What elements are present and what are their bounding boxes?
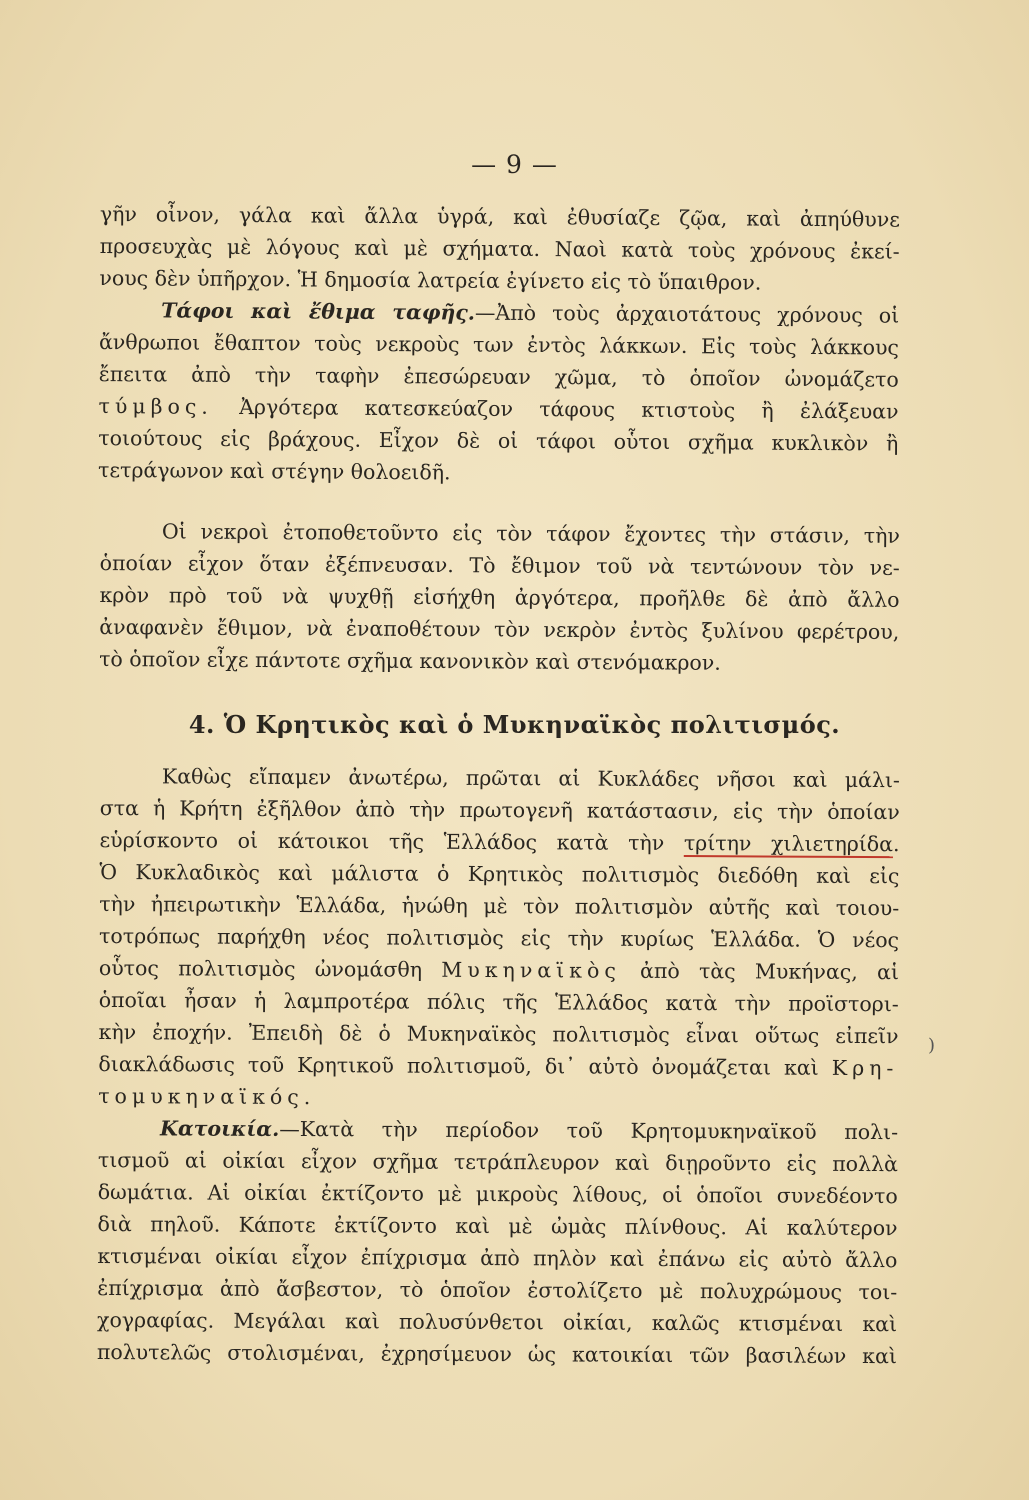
- para5-line: πολυτελῶς στολισμέναι, ἐχρησίμευον ὡς κατοικίαι τῶν βασιλέων καὶ: [96, 1339, 897, 1369]
- graves-subheading: Τάφοι καὶ ἔθιμα ταφῆς.: [161, 298, 476, 325]
- para4-line: Ὁ Κυκλαδικὸς καὶ μάλιστα ὁ Κρητικὸς πολιτισμὸς διεδόθη καὶ εἰς: [99, 859, 900, 889]
- spaced-word: Κρη-: [831, 1055, 899, 1081]
- section-heading: 4. Ὁ Κρητικὸς καὶ ὁ Μυκηναϊκὸς πολιτισμός.: [188, 710, 841, 739]
- para4-line: τοτρόπως παρήχθη νέος πολιτισμὸς εἰς τὴν κυρίως Ἑλλάδα. Ὁ νέος: [99, 923, 900, 953]
- para4-line: ὁποῖαι ἦσαν ἡ λαμπροτέρα πόλις τῆς Ἑλλάδος κατὰ τὴν προϊστορι-: [98, 987, 899, 1017]
- para4-line: [98, 1080, 898, 1116]
- para3-line: ἀναφανὲν ἔθιμον, νὰ ἐναποθέτουν τὸν νεκρὸν ἐντὸς ξυλίνου φερέτρου,: [99, 614, 900, 644]
- para5-line: τισμοῦ αἱ οἰκίαι εἶχον σχῆμα τετράπλευρον καὶ διῃροῦντο εἰς πολλὰ: [97, 1147, 898, 1177]
- spaced-word: τομυκηναϊκός.: [98, 1083, 316, 1110]
- para3-line: κρὸν πρὸ τοῦ νὰ ψυχθῇ εἰσήχθη ἀργότερα, προῆλθε δὲ ἀπὸ ἄλλο: [99, 582, 900, 612]
- page-number: — 9 —: [471, 150, 558, 179]
- red-underlined-phrase: τρίτην χιλιετηρίδα: [683, 831, 894, 857]
- para3-line: ὁποίαν εἶχον ὅταν ἐξέπνευσαν. Τὸ ἔθιμον τοῦ νὰ τεντώνουν τὸν νε-: [99, 550, 900, 580]
- para4-line: εὑρίσκοντο οἱ κάτοικοι τῆς Ἑλλάδος κατὰ τὴν τρίτην χιλιετηρίδα.: [99, 827, 900, 857]
- para4-line: τὴν ἠπειρωτικὴν Ἑλλάδα, ἡνώθη μὲ τὸν πολιτισμὸν αὐτῆς καὶ τοιου-: [99, 891, 900, 921]
- spaced-word: τύμβος.: [98, 393, 213, 419]
- para1-line: προσευχὰς μὲ λόγους καὶ μὲ σχήματα. Ναοὶ κατὰ τοὺς χρόνους ἐκεί-: [99, 233, 900, 264]
- para2-line: τύμβος. Ἀργότερα κατεσκεύαζον τάφους κτιστοὺς ἢ ἐλάξευαν: [98, 393, 899, 424]
- para4-line: οὗτος πολιτισμὸς ὠνομάσθη Μυκηναϊκὸς ἀπὸ τὰς Μυκήνας, αἱ: [98, 955, 899, 985]
- para1-line: γῆν οἶνον, γάλα καὶ ἄλλα ὑγρά, καὶ ἐθυσίαζε ζῷα, καὶ ἀπηύθυνε: [99, 201, 900, 232]
- para2-line: τοιούτους εἰς βράχους. Εἶχον δὲ οἱ τάφοι οὗτοι σχῆμα κυκλικὸν ἢ: [98, 425, 899, 456]
- para3-line: Οἱ νεκροὶ ἐτοποθετοῦντο εἰς τὸν τάφον ἔχοντες τὴν στάσιν, τὴν: [161, 519, 900, 548]
- dwelling-subheading: Κατοικία.: [160, 1116, 280, 1141]
- para5-line: δωμάτια. Αἱ οἰκίαι ἐκτίζοντο μὲ μικροὺς λίθους, οἱ ὁποῖοι συνεδέοντο: [97, 1179, 898, 1209]
- para2-line: ἄνθρωποι ἔθαπτον τοὺς νεκροὺς των ἐντὸς λάκκων. Εἰς τοὺς λάκκους: [98, 329, 900, 360]
- margin-mark: ): [928, 1035, 936, 1056]
- para5-line: χογραφίας. Μεγάλαι καὶ πολυσύνθετοι οἰκίαι, καλῶς κτισμέναι καὶ: [97, 1307, 898, 1337]
- text-block-middle: [99, 515, 900, 680]
- para5-line: ἐπίχρισμα ἀπὸ ἄσβεστον, τὸ ὁποῖον ἐστολίζετο μὲ πολυχρώμους τοι-: [97, 1275, 898, 1305]
- para4-line: διακλάδωσις τοῦ Κρητικοῦ πολιτισμοῦ, δι᾽ αὐτὸ ὀνομάζεται καὶ Κρη-: [98, 1051, 899, 1081]
- para2-line: Τάφοι καὶ ἔθιμα ταφῆς.—Ἀπὸ τοὺς ἀρχαιοτάτους χρόνους οἱ: [161, 298, 900, 328]
- para2-line: τετράγωνον καὶ στέγην θολοειδῆ.: [98, 457, 451, 485]
- para5-line: διὰ πηλοῦ. Κάποτε ἐκτίζοντο καὶ μὲ ὠμὰς πλίνθους. Αἱ καλύτερον: [97, 1211, 898, 1241]
- text-block-lower: [97, 760, 900, 1372]
- para4-line: κὴν ἐποχήν. Ἐπειδὴ δὲ ὁ Μυκηναϊκὸς πολιτισμὸς εἶναι οὕτως εἰπεῖν: [98, 1019, 899, 1049]
- spaced-word: Μυκηναϊκὸς: [441, 957, 621, 983]
- para4-line: στα ἡ Κρήτη ἐξῆλθον ἀπὸ τὴν πρωτογενῆ κατάστασιν, εἰς τὴν ὁποίαν: [99, 795, 900, 825]
- para4-line: Καθὼς εἴπαμεν ἀνωτέρω, πρῶται αἱ Κυκλάδες νῆσοι καὶ μάλι-: [161, 764, 900, 793]
- para3-line: τὸ ὁποῖον εἶχε πάντοτε σχῆμα κανονικὸν καὶ στενόμακρον.: [99, 646, 721, 675]
- para1-line: νους δὲν ὑπῆρχον. Ἡ δημοσία λατρεία ἐγίνετο εἰς τὸ ὕπαιθρον.: [99, 265, 762, 295]
- para2-line: ἔπειτα ἀπὸ τὴν ταφὴν ἐπεσώρευαν χῶμα, τὸ ὁποῖον ὠνομάζετο: [98, 361, 899, 392]
- para5-line: Κατοικία.—Κατὰ τὴν περίοδον τοῦ Κρητομυκηναϊκοῦ πολι-: [160, 1116, 899, 1145]
- para5-line: κτισμέναι οἰκίαι εἶχον ἐπίχρισμα ἀπὸ πηλὸν καὶ ἐπάνω εἰς αὐτὸ ἄλλο: [97, 1243, 898, 1273]
- text-block-upper: [98, 198, 900, 492]
